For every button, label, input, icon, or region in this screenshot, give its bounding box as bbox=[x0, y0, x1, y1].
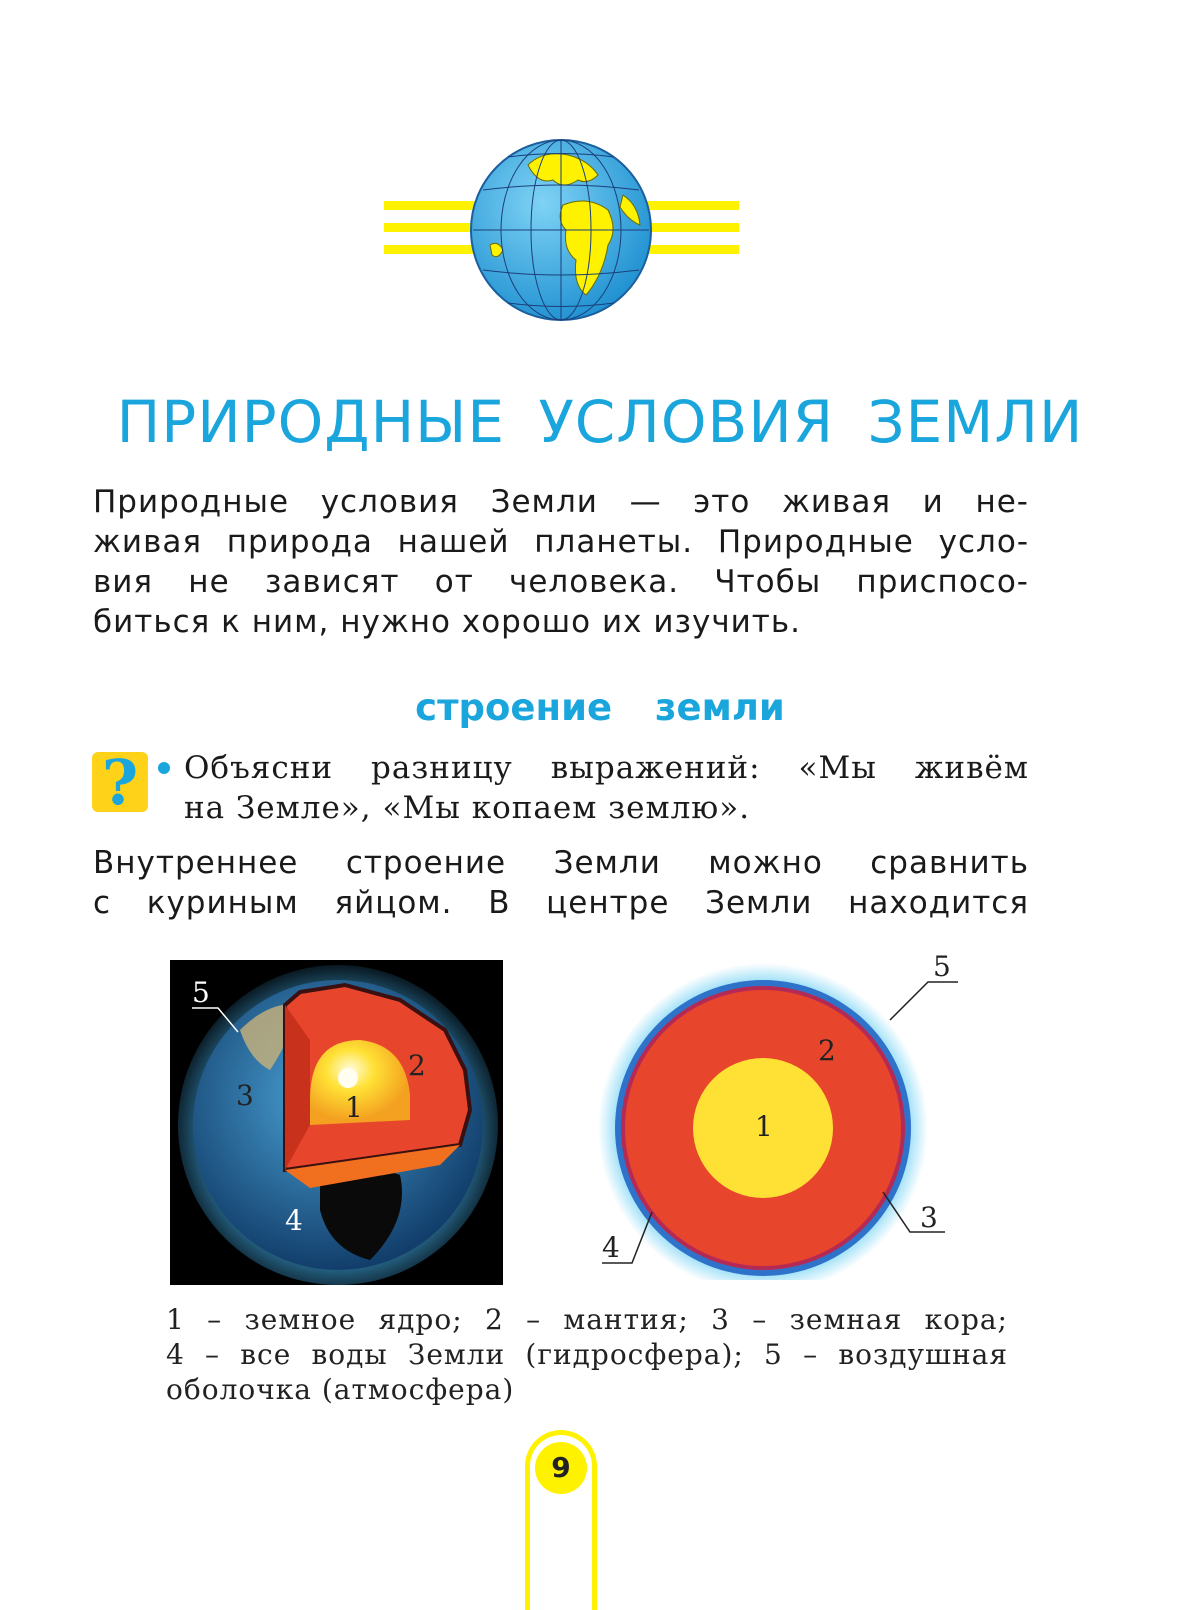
globe-icon bbox=[468, 135, 654, 325]
text-line: Внутреннее строение Земли можно сравнить bbox=[93, 845, 1029, 881]
question-text bbox=[184, 748, 1029, 828]
caption-line: 1 – земное ядро; 2 – мантия; 3 – земная кора; bbox=[166, 1303, 1008, 1336]
earth-cutaway-drawing bbox=[170, 960, 503, 1285]
label-3: 3 bbox=[920, 1201, 938, 1234]
earth-layers-diagram bbox=[590, 950, 970, 1280]
section-title: строение земли bbox=[415, 686, 785, 729]
text-line: живая природа нашей планеты. Природные усло- bbox=[93, 524, 1029, 560]
label-3: 3 bbox=[236, 1079, 254, 1112]
page-title: ПРИРОДНЫЕ УСЛОВИЯ ЗЕМЛИ bbox=[116, 388, 1084, 456]
globe-illustration bbox=[384, 135, 739, 325]
earth-layers-drawing bbox=[590, 950, 970, 1280]
label-2: 2 bbox=[818, 1034, 836, 1067]
body-paragraph bbox=[93, 843, 1029, 923]
label-5: 5 bbox=[933, 950, 951, 983]
label-4: 4 bbox=[602, 1231, 620, 1264]
bullet-icon bbox=[158, 762, 170, 774]
text-line: Природные условия Земли — это живая и не- bbox=[93, 484, 1029, 520]
question-icon bbox=[92, 746, 148, 819]
label-1: 1 bbox=[345, 1091, 363, 1124]
intro-paragraph bbox=[93, 482, 1029, 642]
earth-cutaway-image bbox=[170, 960, 503, 1285]
label-4: 4 bbox=[285, 1204, 303, 1237]
label-1: 1 bbox=[755, 1110, 773, 1143]
question-mark: ? bbox=[101, 746, 139, 819]
text-line: вия не зависят от человека. Чтобы приспосо- bbox=[93, 564, 1029, 600]
caption-line: 4 – все воды Земли (гидросфера); 5 – воздушная bbox=[166, 1338, 1008, 1371]
text-line: на Земле», «Мы копаем землю». bbox=[184, 790, 751, 826]
text-line: с куриным яйцом. В центре Земли находится bbox=[93, 885, 1029, 921]
caption-line: оболочка (атмосфера) bbox=[166, 1373, 515, 1406]
figure-caption bbox=[166, 1302, 1008, 1407]
text-line: Объясни разницу выражений: «Мы живём bbox=[184, 750, 1029, 786]
page-number: 9 bbox=[535, 1442, 587, 1494]
text-line: биться к ним, нужно хорошо их изучить. bbox=[93, 604, 801, 640]
label-5: 5 bbox=[192, 976, 210, 1009]
label-2: 2 bbox=[408, 1049, 426, 1082]
